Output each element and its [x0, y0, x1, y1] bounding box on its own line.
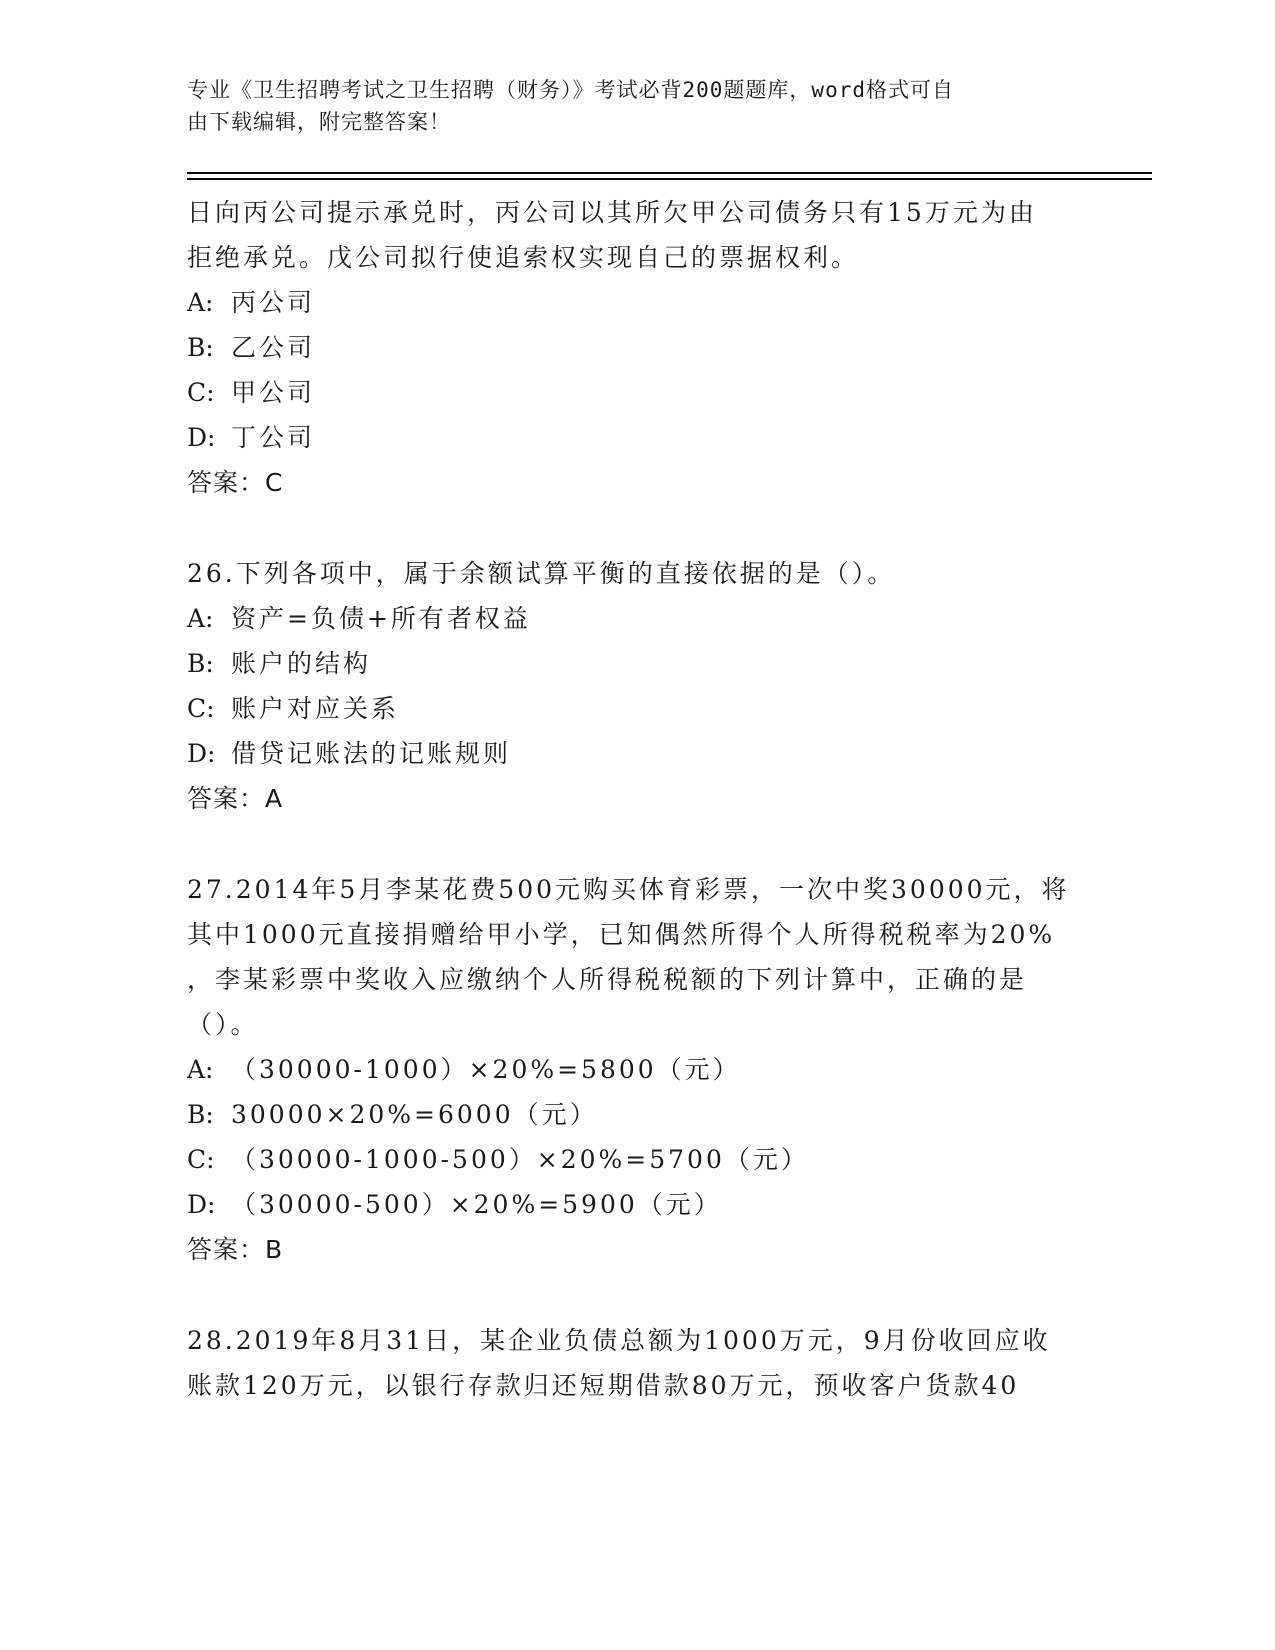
option-label: A:	[187, 288, 214, 317]
option-a	[187, 1047, 1087, 1092]
option-text: 资产=负债+所有者权益	[231, 604, 531, 633]
question-text-line: 其中1000元直接捐赠给甲小学，已知偶然所得个人所得税税率为20%	[187, 920, 1056, 949]
option-label: A:	[187, 1055, 214, 1084]
question-text-line: 28.2019年8月31日，某企业负债总额为1000万元，9月份收回应收	[187, 1326, 1051, 1355]
answer-line: 答案：B	[187, 1235, 284, 1264]
header-divider-top	[187, 172, 1152, 174]
option-label: C:	[187, 378, 215, 407]
option-text: 甲公司	[231, 378, 316, 407]
question-text-line: 日向丙公司提示承兑时，丙公司以其所欠甲公司债务只有15万元为由	[187, 198, 1037, 227]
option-d	[187, 1182, 1087, 1227]
option-b	[187, 325, 1087, 370]
question-text-line: 拒绝承兑。戊公司拟行使追索权实现自己的票据权利。	[187, 243, 860, 272]
question-27	[187, 867, 1087, 1272]
option-text: 账户的结构	[231, 649, 372, 678]
option-text: 账户对应关系	[231, 694, 400, 723]
option-label: C:	[187, 694, 215, 723]
header-line-1: 专业《卫生招聘考试之卫生招聘（财务）》考试必背200题题库，word格式可自	[187, 78, 954, 102]
answer-line: 答案：A	[187, 784, 284, 813]
option-d	[187, 731, 1087, 776]
option-label: D:	[187, 1190, 216, 1219]
option-label: D:	[187, 739, 216, 768]
question-28	[187, 1318, 1087, 1408]
question-text-line: （）。	[187, 1010, 259, 1039]
option-label: B:	[187, 1100, 214, 1129]
option-b	[187, 1092, 1087, 1137]
option-label: B:	[187, 333, 214, 362]
option-text: （30000-1000）×20%=5800（元）	[231, 1055, 741, 1084]
option-b	[187, 641, 1087, 686]
option-text: （30000-500）×20%=5900（元）	[231, 1190, 722, 1219]
question-text-line: 26.下列各项中，属于余额试算平衡的直接依据的是（）。	[187, 559, 896, 588]
answer-line: 答案：C	[187, 468, 284, 497]
option-text: （30000-1000-500）×20%=5700（元）	[231, 1145, 809, 1174]
option-c	[187, 1137, 1087, 1182]
option-text: 乙公司	[231, 333, 316, 362]
question-25	[187, 190, 1087, 505]
option-c	[187, 686, 1087, 731]
option-text: 丙公司	[231, 288, 316, 317]
option-c	[187, 370, 1087, 415]
question-text-line: ，李某彩票中奖收入应缴纳个人所得税税额的下列计算中，正确的是	[187, 965, 1028, 994]
question-text-line: 账款120万元，以银行存款归还短期借款80万元，预收客户货款40	[187, 1371, 1020, 1400]
option-text: 丁公司	[231, 423, 316, 452]
option-label: A:	[187, 604, 214, 633]
option-d	[187, 415, 1087, 460]
option-label: B:	[187, 649, 214, 678]
header-line-2: 由下载编辑，附完整答案！	[187, 110, 451, 134]
option-label: D:	[187, 423, 216, 452]
option-label: C:	[187, 1145, 215, 1174]
question-text-line: 27.2014年5月李某花费500元购买体育彩票，一次中奖30000元，将	[187, 875, 1070, 904]
question-list	[187, 190, 1087, 1408]
question-26	[187, 551, 1087, 821]
header-divider-bottom	[187, 178, 1152, 180]
option-text: 借贷记账法的记账规则	[231, 739, 512, 768]
document-header	[187, 74, 1067, 138]
option-a	[187, 596, 1087, 641]
option-text: 30000×20%=6000（元）	[231, 1100, 598, 1129]
option-a	[187, 280, 1087, 325]
